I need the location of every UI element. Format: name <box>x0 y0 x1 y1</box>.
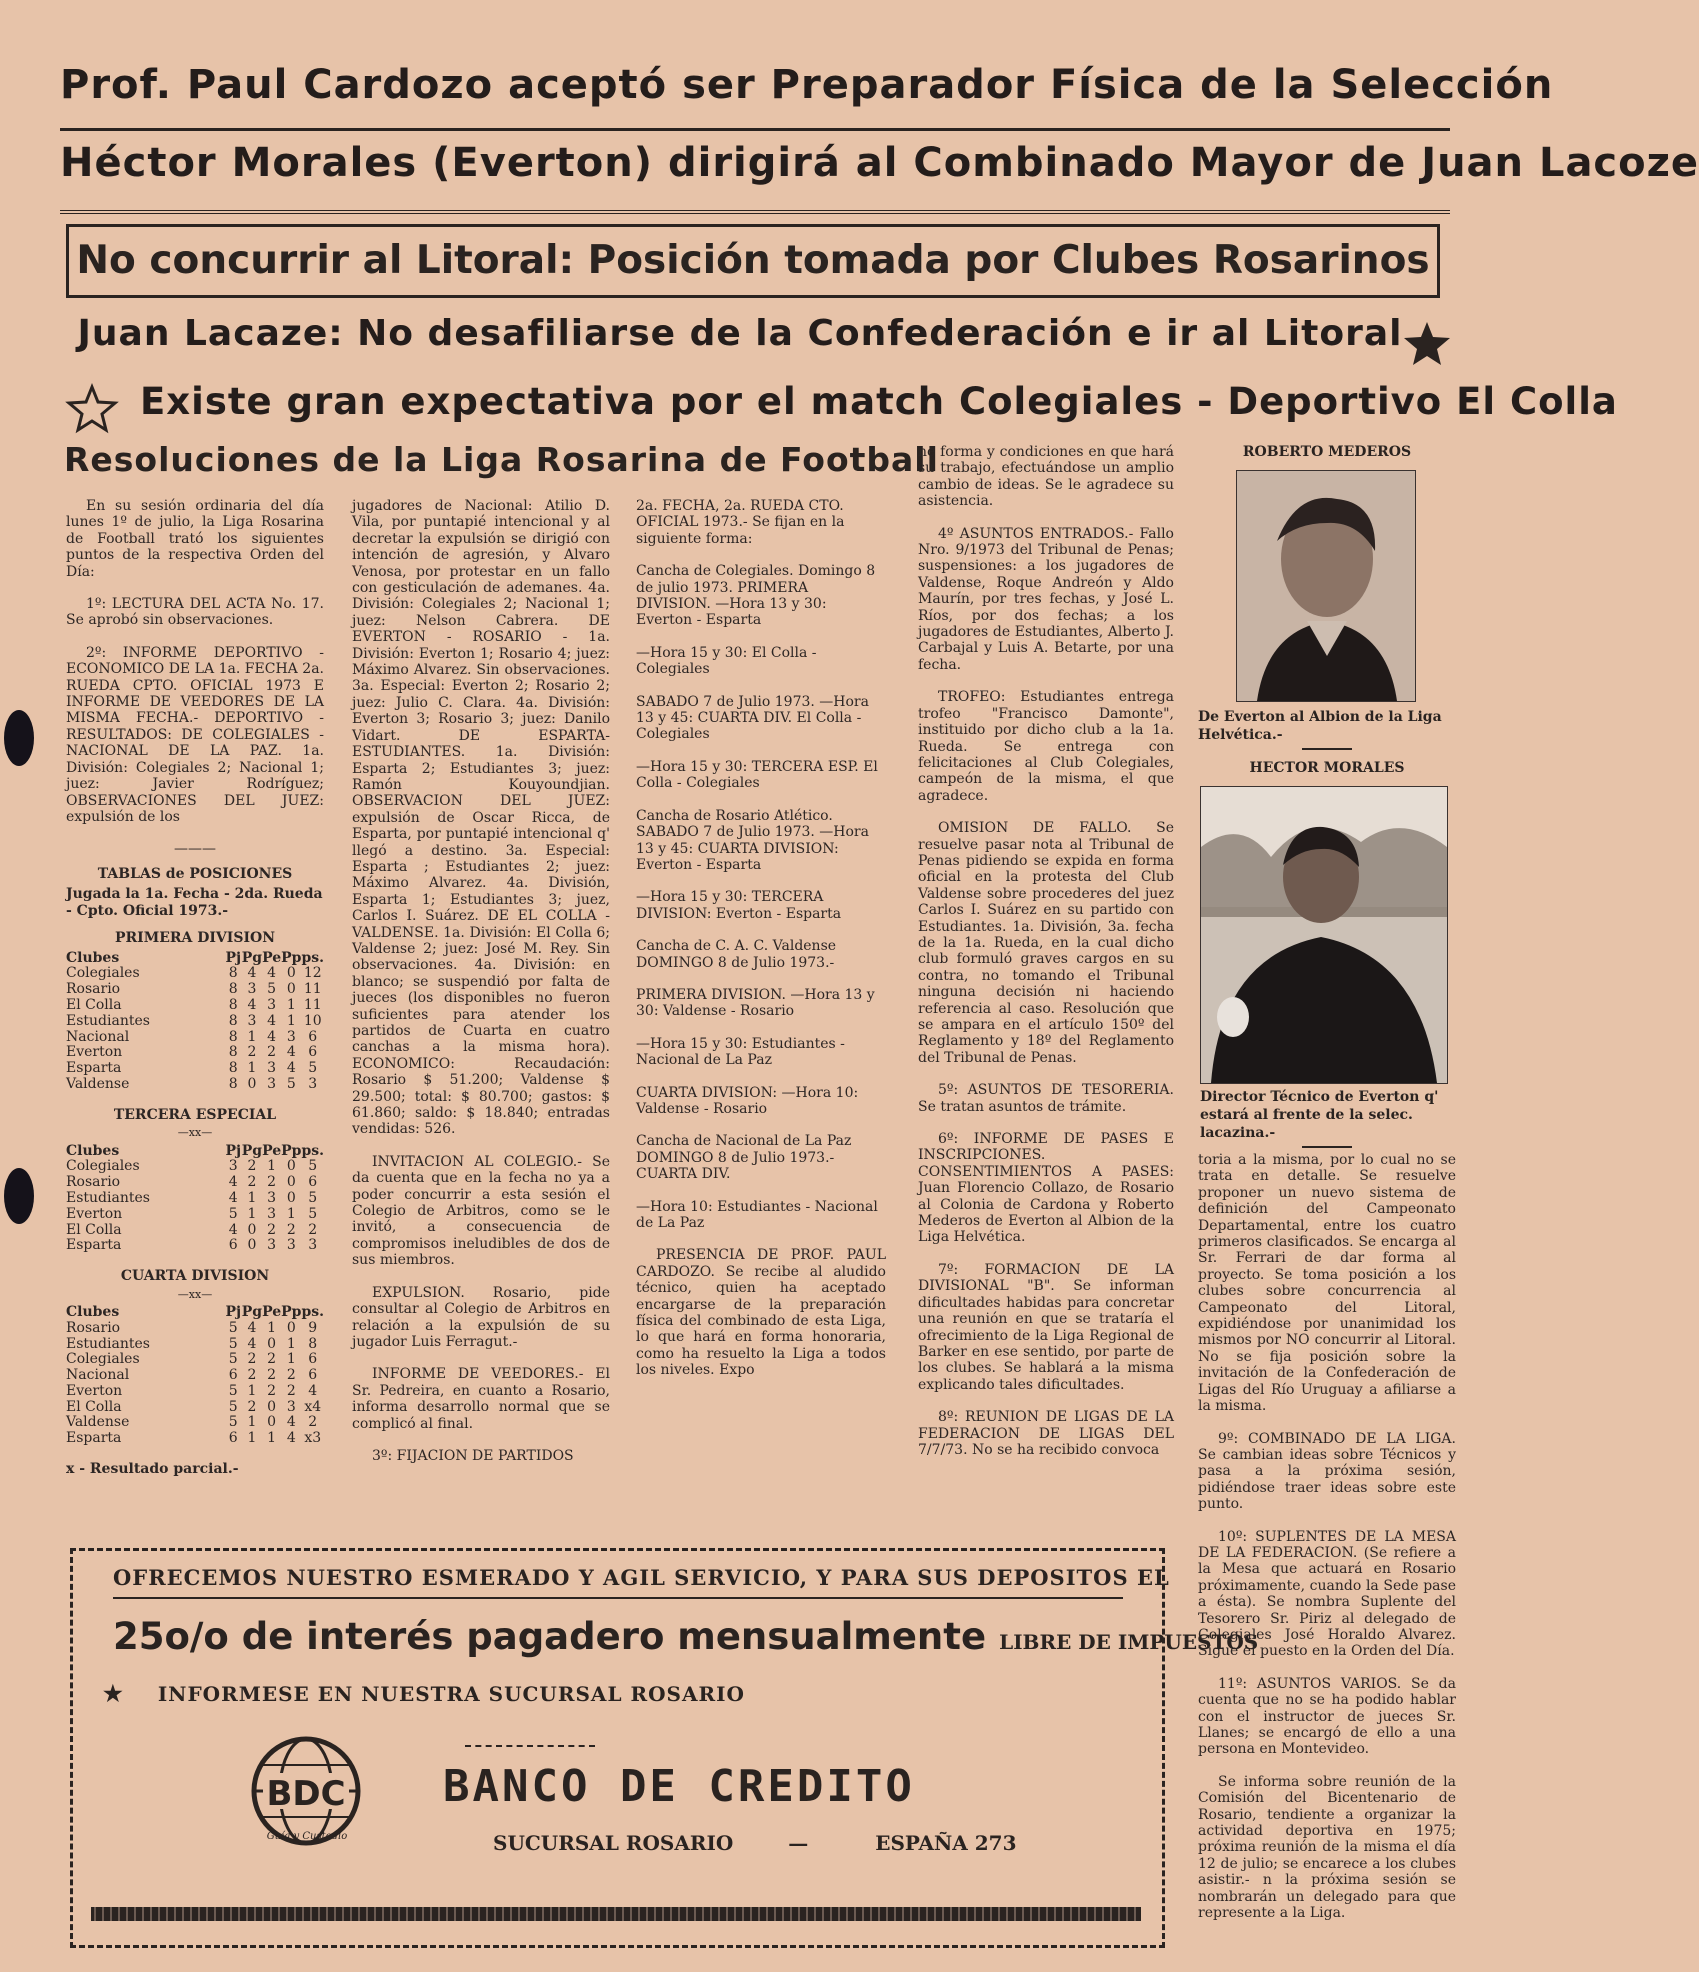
table-cell: 2 <box>267 1382 277 1399</box>
column-header: ps. <box>301 1303 324 1320</box>
punch-hole <box>4 1168 34 1224</box>
paragraph: EXPULSION. Rosario, pide consultar al Colegio de Arbitros en relación a la expulsión de su jugador Luis Ferragut.- <box>352 1284 610 1350</box>
table-cell: 2 <box>247 1158 257 1175</box>
article-column-5 <box>1198 1152 1456 1937</box>
headline-cardozo: Prof. Paul Cardozo aceptó ser Preparador Física de la Selección <box>60 62 1554 108</box>
ad-line-3: INFORMESE EN NUESTRA SUCURSAL ROSARIO <box>157 1682 745 1706</box>
paragraph: OMISION DE FALLO. Se resuelve pasar nota al Tribunal de Penas pidiendo se expida en forma oficial en la protesta del Club Valdense sobre procederes del juez Carlos I. Suárez en su partido con Estudiantes. 1a. División, 3a. fecha de la 1a. Rueda, en la cual dicho club formuló graves cargos en su contra, no tomando el Tribunal ninguna decisión ni haciendo referencia al caso. Resolución que se ampara en el artículo 150º del Reglamento y 18º del Reglamento del Tribunal de Penas. <box>918 820 1174 1066</box>
ad-rate: 25o/o de interés pagadero mensualmente <box>113 1615 987 1658</box>
table-cell: 3 <box>286 1028 296 1045</box>
table-cell: 4 <box>247 1319 257 1336</box>
fixture-block: —Hora 15 y 30: El Colla - Colegiales <box>636 644 817 678</box>
photo-name-mederos: ROBERTO MEDEROS <box>1242 444 1412 460</box>
table-cell: 8 <box>228 981 238 998</box>
table-cell: 0 <box>286 1174 296 1191</box>
table-cell: 5 <box>286 1075 296 1092</box>
fixture-block: SABADO 7 de Julio 1973. —Hora 13 y 45: CUARTA DIV. El Colla - Colegiales <box>636 693 869 743</box>
article-column-4 <box>918 444 1174 1474</box>
table-cell: 8 <box>228 965 238 982</box>
table-row <box>66 1431 324 1447</box>
separator: ——— <box>174 841 216 858</box>
fixture-block: Cancha de Colegiales. Domingo 8 de julio 1973. PRIMERA DIVISION. —Hora 13 y 30: Everton - Esparta <box>636 563 876 629</box>
fixture-block: —Hora 15 y 30: TERCERA DIVISION: Everton - Esparta <box>636 889 842 922</box>
table-header-row <box>66 951 324 967</box>
divider <box>60 128 1450 131</box>
table-cell: 3 <box>247 1012 257 1029</box>
table-cell: Estudiantes <box>66 1012 150 1029</box>
table-cell: 1 <box>247 1414 257 1431</box>
table-cell: 1 <box>247 1189 257 1206</box>
table-row <box>66 1030 324 1046</box>
table-cell: 4 <box>228 1174 238 1191</box>
table-cell: 2 <box>286 1367 296 1384</box>
outline-star-icon <box>66 384 118 432</box>
table-cell: Everton <box>66 1205 123 1222</box>
branch-name: SUCURSAL ROSARIO <box>493 1831 734 1855</box>
table-cell: 4 <box>247 1335 257 1352</box>
table-cell: El Colla <box>66 1221 122 1238</box>
paragraph: 2a. FECHA, 2a. RUEDA CTO. OFICIAL 1973.- Se fijan en la siguiente forma: <box>636 498 845 547</box>
headline-juan-lacaze: Juan Lacaze: No desafiliarse de la Confederación e ir al Litoral <box>77 313 1403 354</box>
table-cell: 2 <box>286 1221 296 1238</box>
table-cell: 1 <box>286 1205 296 1222</box>
table-cell: 2 <box>286 1382 296 1399</box>
separator: —xx— <box>177 1287 213 1301</box>
table-cell: 3 <box>308 1075 318 1092</box>
column-header: ps. <box>301 949 324 966</box>
table-cell: 1 <box>286 1335 296 1352</box>
table-row <box>66 1384 324 1400</box>
table-cell: 4 <box>286 1060 296 1077</box>
paragraph: ne forma y condiciones en que hará su trabajo, efectuándose un amplio cambio de ideas. Se le agradece su asistencia. <box>918 444 1174 510</box>
table-cell: 9 <box>308 1319 318 1336</box>
table-cell: 0 <box>286 981 296 998</box>
table-cell: 2 <box>267 1044 277 1061</box>
table-cell: 3 <box>267 1075 277 1092</box>
column-header: Pg <box>241 1303 263 1320</box>
solid-star-icon <box>1402 320 1452 366</box>
table-cell: 0 <box>286 965 296 982</box>
table-cell: Colegiales <box>66 965 140 982</box>
table-cell: 11 <box>303 981 322 998</box>
divider <box>1302 748 1352 750</box>
table-cell: Colegiales <box>66 1351 140 1368</box>
fixture-block: CUARTA DIVISION: —Hora 10: Valdense - Rosario <box>636 1084 859 1117</box>
headline-litoral-box: No concurrir al Litoral: Posición tomada por Clubes Rosarinos <box>66 224 1440 298</box>
table-cell: 3 <box>267 1060 277 1077</box>
table-cell: 12 <box>303 965 322 982</box>
table-cell: Esparta <box>66 1237 122 1254</box>
table-cell: 3 <box>247 981 257 998</box>
column-header: Pg <box>241 1142 263 1159</box>
table-row <box>66 982 324 998</box>
tables-subtitle: Jugada la 1a. Fecha - 2da. Rueda - Cpto. Oficial 1973.- <box>66 886 323 920</box>
table-row <box>66 1352 324 1368</box>
table-cell: Estudiantes <box>66 1189 150 1206</box>
fixture-block: PRIMERA DIVISION. —Hora 13 y 30: Valdense - Rosario <box>636 986 875 1020</box>
table-primera-title: PRIMERA DIVISION <box>114 930 275 947</box>
ad-line-1: OFRECEMOS NUESTRO ESMERADO Y AGIL SERVICIO, Y PARA SUS DEPOSITOS EL <box>113 1565 1170 1590</box>
table-cell: 4 <box>247 965 257 982</box>
table-cell: 8 <box>228 1060 238 1077</box>
table-cell: 2 <box>247 1351 257 1368</box>
table-cell: 6 <box>308 1174 318 1191</box>
column-header: Pj <box>225 1142 242 1159</box>
paragraph: 8º: REUNION DE LIGAS DE LA FEDERACION DE LIGAS DEL 7/7/73. No se ha recibido convoca <box>918 1409 1174 1458</box>
table-row <box>66 1321 324 1337</box>
table-cell: 2 <box>247 1367 257 1384</box>
table-cell: Everton <box>66 1382 123 1399</box>
table-cell: Everton <box>66 1044 123 1061</box>
logo-subtitle: Guía y Custodio <box>266 1831 348 1842</box>
table-cell: 6 <box>308 1028 318 1045</box>
table-cell: 1 <box>286 996 296 1013</box>
paragraph: 9º: COMBINADO DE LA LIGA. Se cambian ideas sobre Técnicos y pasa a la próxima sesión, pidiéndose traer ideas sobre este punto. <box>1198 1430 1456 1513</box>
table-row <box>66 1400 324 1416</box>
table-cell: 1 <box>247 1430 257 1447</box>
table-cell: El Colla <box>66 996 122 1013</box>
paragraph: 5º: ASUNTOS DE TESORERIA. Se tratan asuntos de trámite. <box>918 1082 1174 1115</box>
fixture-block: Cancha de Rosario Atlético. SABADO 7 de Julio 1973. —Hora 13 y 45: CUARTA DIVISION: Everton - Esparta <box>636 807 869 873</box>
headline-match: Existe gran expectativa por el match Colegiales - Deportivo El Colla <box>140 380 1618 423</box>
table-cell: 5 <box>308 1060 318 1077</box>
table-cell: x3 <box>304 1430 322 1447</box>
table-cell: Estudiantes <box>66 1335 150 1352</box>
column-header: ps. <box>301 1142 324 1159</box>
table-cell: 0 <box>247 1075 257 1092</box>
table-cell: 0 <box>286 1319 296 1336</box>
paragraph: 4º ASUNTOS ENTRADOS.- Fallo Nro. 9/1973 del Tribunal de Penas; suspensiones: a los jugadores de Valdense, Roque Andreón y Aldo Maurín, por tres fechas, y José L. Ríos, por dos fechas; a los jugadores de Estudiantes, Alberto J. Carbajal y Luis A. Betarte, por una fecha. <box>918 525 1174 673</box>
portrait-photo-morales <box>1200 786 1448 1084</box>
table-row <box>66 1191 324 1207</box>
table-row <box>66 1207 324 1223</box>
table-cell: Rosario <box>66 1174 121 1191</box>
table-cell: 2 <box>308 1414 318 1431</box>
table-cell: 4 <box>267 1012 277 1029</box>
table-cell: 1 <box>247 1060 257 1077</box>
table-cell: 4 <box>228 1189 238 1206</box>
table-row <box>66 998 324 1014</box>
paragraph: PRESENCIA DE PROF. PAUL CARDOZO. Se recibe al aludido técnico, quien ha aceptado encargarse de la preparación física del combinado de esta Liga, lo que hará en forma honoraria, como ha resuelto la Liga a todos los niveles. Expo <box>636 1247 886 1379</box>
table-cell: 4 <box>286 1044 296 1061</box>
ad-rate-suffix: LIBRE DE IMPUESTOS <box>999 1630 1259 1654</box>
bank-advertisement <box>70 1548 1259 1948</box>
table-cell: Rosario <box>66 1319 121 1336</box>
table-cell: 3 <box>286 1398 296 1415</box>
table-cell: 1 <box>247 1205 257 1222</box>
table-cell: 6 <box>228 1430 238 1447</box>
photo-caption-morales: Director Técnico de Everton q' estará al frente de la selec. lacazina.- <box>1200 1089 1439 1141</box>
table-cell: 3 <box>267 1205 277 1222</box>
fixture-block: Cancha de C. A. C. Valdense DOMINGO 8 de Julio 1973.- <box>636 938 837 971</box>
paragraph: 10º: SUPLENTES DE LA MESA DE LA FEDERACION. (Se refiere a la Mesa que actuará en Rosario próximamente, cuando la Sede pase a ésta). Se nombra Suplente del Tesorero Sr. Piriz al delegado de Colegiales José Horaldo Alvarez. Sigue el puesto en la Orden del Día. <box>1198 1528 1456 1660</box>
table-cell: 1 <box>247 1028 257 1045</box>
table-cell: 4 <box>228 1221 238 1238</box>
column-header: Pp <box>281 949 302 966</box>
table-cell: 6 <box>308 1367 318 1384</box>
standings-table-tercera <box>66 1144 324 1255</box>
table-cell: 1 <box>247 1382 257 1399</box>
table-cell: Colegiales <box>66 1158 140 1175</box>
table-cell: 4 <box>267 965 277 982</box>
paragraph: 6º: INFORME DE PASES E INSCRIPCIONES. CONSENTIMIENTOS A PASES: Juan Florencio Collazo, de Rosario al Colonia de Cardona y Roberto Mederos de Everton al Albion de la Liga Helvética. <box>918 1131 1174 1246</box>
paragraph: 1º: LECTURA DEL ACTA No. 17. Se aprobó sin observaciones. <box>66 596 324 629</box>
table-cell: 1 <box>286 1012 296 1029</box>
table-cuarta-title: CUARTA DIVISION <box>120 1268 270 1285</box>
table-cell: 0 <box>247 1237 257 1254</box>
divider <box>113 1597 1123 1599</box>
fixture-block: —Hora 15 y 30: TERCERA ESP. El Colla - Colegiales <box>636 758 878 792</box>
table-cell: 2 <box>308 1221 318 1238</box>
table-row <box>66 1061 324 1077</box>
table-row <box>66 966 324 982</box>
table-cell: 3 <box>267 996 277 1013</box>
table-cell: 5 <box>228 1398 238 1415</box>
table-cell: 4 <box>267 1028 277 1045</box>
punch-hole <box>4 710 34 766</box>
table-cell: 3 <box>286 1237 296 1254</box>
column-header: Pe <box>262 1142 282 1159</box>
table-cell: El Colla <box>66 1398 122 1415</box>
branch-dash: — <box>788 1831 809 1855</box>
smudge-decoration <box>465 1745 595 1755</box>
table-cell: Nacional <box>66 1028 130 1045</box>
table-cell: 2 <box>267 1174 277 1191</box>
ad-rate-line <box>113 1615 1258 1658</box>
table-row <box>66 1238 324 1254</box>
star-icon: ★ <box>103 1681 123 1707</box>
table-row <box>66 1223 324 1239</box>
table-cell: 8 <box>228 1028 238 1045</box>
column-header: Pp <box>281 1303 302 1320</box>
headline-morales: Héctor Morales (Everton) dirigirá al Combinado Mayor de Juan Lacoze <box>60 140 1699 186</box>
column-header: Clubes <box>66 949 120 966</box>
table-row <box>66 1077 324 1093</box>
table-cell: 2 <box>247 1044 257 1061</box>
article-title: Resoluciones de la Liga Rosarina de Football <box>64 440 939 479</box>
table-cell: 4 <box>247 996 257 1013</box>
table-cell: 1 <box>286 1351 296 1368</box>
table-cell: Nacional <box>66 1367 130 1384</box>
table-cell: 5 <box>228 1414 238 1431</box>
table-cell: 5 <box>267 981 277 998</box>
column-header: Pj <box>225 949 242 966</box>
table-row <box>66 1337 324 1353</box>
table-cell: 5 <box>308 1205 318 1222</box>
table-cell: Rosario <box>66 981 121 998</box>
table-cell: 0 <box>286 1189 296 1206</box>
paragraph: INFORME DE VEEDORES.- El Sr. Pedreira, en cuanto a Rosario, informa desarrollo normal que se complicó al final. <box>352 1366 610 1432</box>
table-cell: 2 <box>267 1221 277 1238</box>
column-header: Pe <box>262 1303 282 1320</box>
table-cell: 2 <box>267 1351 277 1368</box>
table-cell: Valdense <box>66 1414 130 1431</box>
paragraph: 7º: FORMACION DE LA DIVISIONAL "B". Se informan dificultades habidas para concretar una reunión en que se trataría el ofrecimiento de la Liga Regional de Barker en ese sentido, por parte de los clubes. Se hablará a la misma explicando tales dificultades. <box>918 1261 1174 1393</box>
table-header-row <box>66 1305 324 1321</box>
branch-address: ESPAÑA 273 <box>875 1831 1017 1855</box>
paragraph: 2º: INFORME DEPORTIVO - ECONOMICO DE LA 1a. FECHA 2a. RUEDA CPTO. OFICIAL 1973 E INFORME DE VEEDORES DE LA MISMA FECHA.- DEPORTIVO - RESULTADOS: DE COLEGIALES - NACIONAL DE LA PAZ. 1a. División: Colegiales 2; Nacional 1; juez: Javier Rodríguez; OBSERVACIONES DEL JUEZ: expulsión de los <box>66 644 324 825</box>
standings-table-cuarta <box>66 1305 324 1447</box>
table-cell: 0 <box>286 1158 296 1175</box>
table-cell: 8 <box>228 1075 238 1092</box>
table-cell: 5 <box>228 1319 238 1336</box>
paragraph: jugadores de Nacional: Atilio D. Vila, por puntapié intencional y al decretar la expulsión se dirigió con intención de agresión, y Alvaro Venosa, por protestar en un fallo con gesticulación de ademanes. 4a. División: Colegiales 2; Nacional 1; juez: Nelson Cabrera. DE EVERTON - ROSARIO - 1a. División: Everton 1; Rosario 4; juez: Máximo Alvarez. Sin observaciones. 3a. Especial: Everton 2; Rosario 2; juez: Julio C. Clara. 4a. División: Everton 3; Rosario 3; juez: Danilo Vidart. DE ESPARTA- ESTUDIANTES. 1a. División: Esparta 2; Estudiantes 3; juez: Ramón Kouyoundjian. OBSERVACION DEL JUEZ: expulsión de Oscar Ricca, de Esparta, por puntapié intencional q' llegó a destino. 3a. Especial: Esparta ; Estudiantes 2; juez: Máximo Alvarez. 4a. División, Esparta 1; Estudiantes 3; juez, Carlos I. Suárez. DE EL COLLA - VALDENSE. 1a. División: El Colla 6; Valdense 2; juez: José M. Rey. Sin observaciones. 4a. División: en blanco; se suspendió por falta de jueces (los disponibles no fueron suficientes para atender los partidos de Cuarta en cuatro canchas a la misma hora). ECONOMICO: Recaudación: Rosario $ 51.200; Valdense $ 29.500; total: $ 80.700; gastos: $ 61.860; saldo: $ 18.840; entradas vendidas: 526. <box>352 498 610 1138</box>
divider <box>1302 1146 1352 1148</box>
table-cell: 8 <box>308 1335 318 1352</box>
paragraph: 11º: ASUNTOS VARIOS. Se da cuenta que no se ha podido hablar con el instructor de jueces Sr. Llanes; se encargó de ello a una persona en Montevideo. <box>1198 1675 1456 1758</box>
table-cell: 2 <box>247 1174 257 1191</box>
table-cell: 8 <box>228 1044 238 1061</box>
table-cell: 4 <box>308 1382 318 1399</box>
table-cell: 3 <box>308 1237 318 1254</box>
table-cell: 3 <box>228 1158 238 1175</box>
photo-name-morales: HECTOR MORALES <box>1249 760 1405 776</box>
table-cell: 6 <box>308 1044 318 1061</box>
table-header-row <box>66 1144 324 1160</box>
paragraph: toria a la misma, por lo cual no se trata en detalle. Se resuelve proponer un nuevo sistema de definición del Campeonato Departamental, entre los cuatro primeros clasificados. Se encarga al Sr. Ferrari de dar forma al proyecto. Se toma posición a los clubes sobre concurrencia al Campeonato del Litoral, expidiéndose por unanimidad los mismos por NO concurrir al Litoral. No se fija posición sobre la invitación de la Confederación de Ligas del Río Uruguay a afiliarse a la misma. <box>1198 1152 1456 1415</box>
table-row <box>66 1014 324 1030</box>
table-cell: 0 <box>267 1398 277 1415</box>
table-cell: 1 <box>267 1158 277 1175</box>
paragraph: En su sesión ordinaria del día lunes 1º de julio, la Liga Rosarina de Football trató los siguientes puntos de la respectiva Orden del Día: <box>66 498 324 580</box>
table-cell: 3 <box>267 1189 277 1206</box>
table-cell: Esparta <box>66 1060 122 1077</box>
table-cell: 4 <box>286 1414 296 1431</box>
table-cell: Valdense <box>66 1075 130 1092</box>
table-cell: 0 <box>267 1414 277 1431</box>
table-cell: 5 <box>228 1382 238 1399</box>
table-cell: 5 <box>308 1158 318 1175</box>
table-row <box>66 1045 324 1061</box>
table-cell: Esparta <box>66 1430 122 1447</box>
article-column-1 <box>66 498 324 1477</box>
table-cell: 0 <box>267 1335 277 1352</box>
separator: —xx— <box>177 1126 213 1140</box>
tables-title: TABLAS de POSICIONES <box>97 865 293 882</box>
table-cell: 6 <box>308 1351 318 1368</box>
table-row <box>66 1415 324 1431</box>
fixture-block: —Hora 10: Estudiantes - Nacional de La Paz <box>636 1198 878 1231</box>
logo-text: BDC <box>266 1774 346 1814</box>
paragraph: 3º: FIJACION DE PARTIDOS <box>372 1447 574 1464</box>
fixture-block: —Hora 15 y 30: Estudiantes - Nacional de La Paz <box>636 1035 845 1069</box>
table-cell: 1 <box>267 1430 277 1447</box>
column-header: Clubes <box>66 1303 120 1320</box>
table-tercera-title: TERCERA ESPECIAL <box>113 1106 277 1123</box>
table-cell: 6 <box>228 1237 238 1254</box>
tables-footnote: x - Resultado parcial.- <box>66 1461 239 1478</box>
table-row <box>66 1159 324 1175</box>
table-cell: 5 <box>228 1351 238 1368</box>
table-cell: 8 <box>228 1012 238 1029</box>
table-cell: 4 <box>286 1430 296 1447</box>
table-cell: 3 <box>267 1237 277 1254</box>
ad-line-3-wrap <box>103 1681 745 1707</box>
table-row <box>66 1175 324 1191</box>
paragraph: Se informa sobre reunión de la Comisión del Bicentenario de Rosario, tendiente a organizar la actividad deportiva en 1975; próxima reunión de la misma el día 12 de julio; se encarece a los clubes asistir.- n la próxima sesión se nombrarán un delegado para que represente a la Liga. <box>1198 1773 1456 1922</box>
article-column-3 <box>636 498 886 1395</box>
column-header: Pp <box>281 1142 302 1159</box>
table-cell: 0 <box>247 1221 257 1238</box>
standings-table-primera <box>66 951 324 1093</box>
table-row <box>66 1368 324 1384</box>
column-header: Pj <box>225 1303 242 1320</box>
column-header: Clubes <box>66 1142 120 1159</box>
bank-name: BANCO DE CREDITO <box>443 1761 915 1812</box>
article-column-2 <box>352 498 610 1480</box>
paragraph: INVITACION AL COLEGIO.- Se da cuenta que en la fecha no ya a poder concurrir a esta sesión el Colegio de Arbitros, como se le invitó, a consecuencia de compromisos ineludibles de dos de sus miembros. <box>352 1153 610 1269</box>
table-cell: 11 <box>303 996 322 1013</box>
table-cell: 5 <box>228 1205 238 1222</box>
table-cell: 10 <box>303 1012 322 1029</box>
table-cell: 5 <box>228 1335 238 1352</box>
column-header: Pg <box>241 949 263 966</box>
column-header: Pe <box>262 949 282 966</box>
fixture-block: Cancha de Nacional de La Paz DOMINGO 8 de Julio 1973.- CUARTA DIV. <box>636 1133 852 1183</box>
table-cell: 8 <box>228 996 238 1013</box>
table-cell: 2 <box>247 1398 257 1415</box>
table-cell: 6 <box>228 1367 238 1384</box>
paragraph: TROFEO: Estudiantes entrega trofeo "Francisco Damonte", instituido por dicho club a la 1a. Rueda. Se entrega con felicitaciones al Club Colegiales, campeón de la misma, el que agradece. <box>918 689 1174 804</box>
divider <box>60 210 1450 214</box>
photo-caption-mederos: De Everton al Albion de la Liga Helvética.- <box>1198 709 1442 743</box>
ad-branch-line <box>493 1831 1017 1855</box>
table-cell: x4 <box>304 1398 322 1415</box>
portrait-photo-mederos <box>1236 470 1416 702</box>
table-cell: 5 <box>308 1189 318 1206</box>
decorative-border <box>91 1907 1141 1921</box>
table-cell: 1 <box>267 1319 277 1336</box>
table-cell: 2 <box>267 1367 277 1384</box>
